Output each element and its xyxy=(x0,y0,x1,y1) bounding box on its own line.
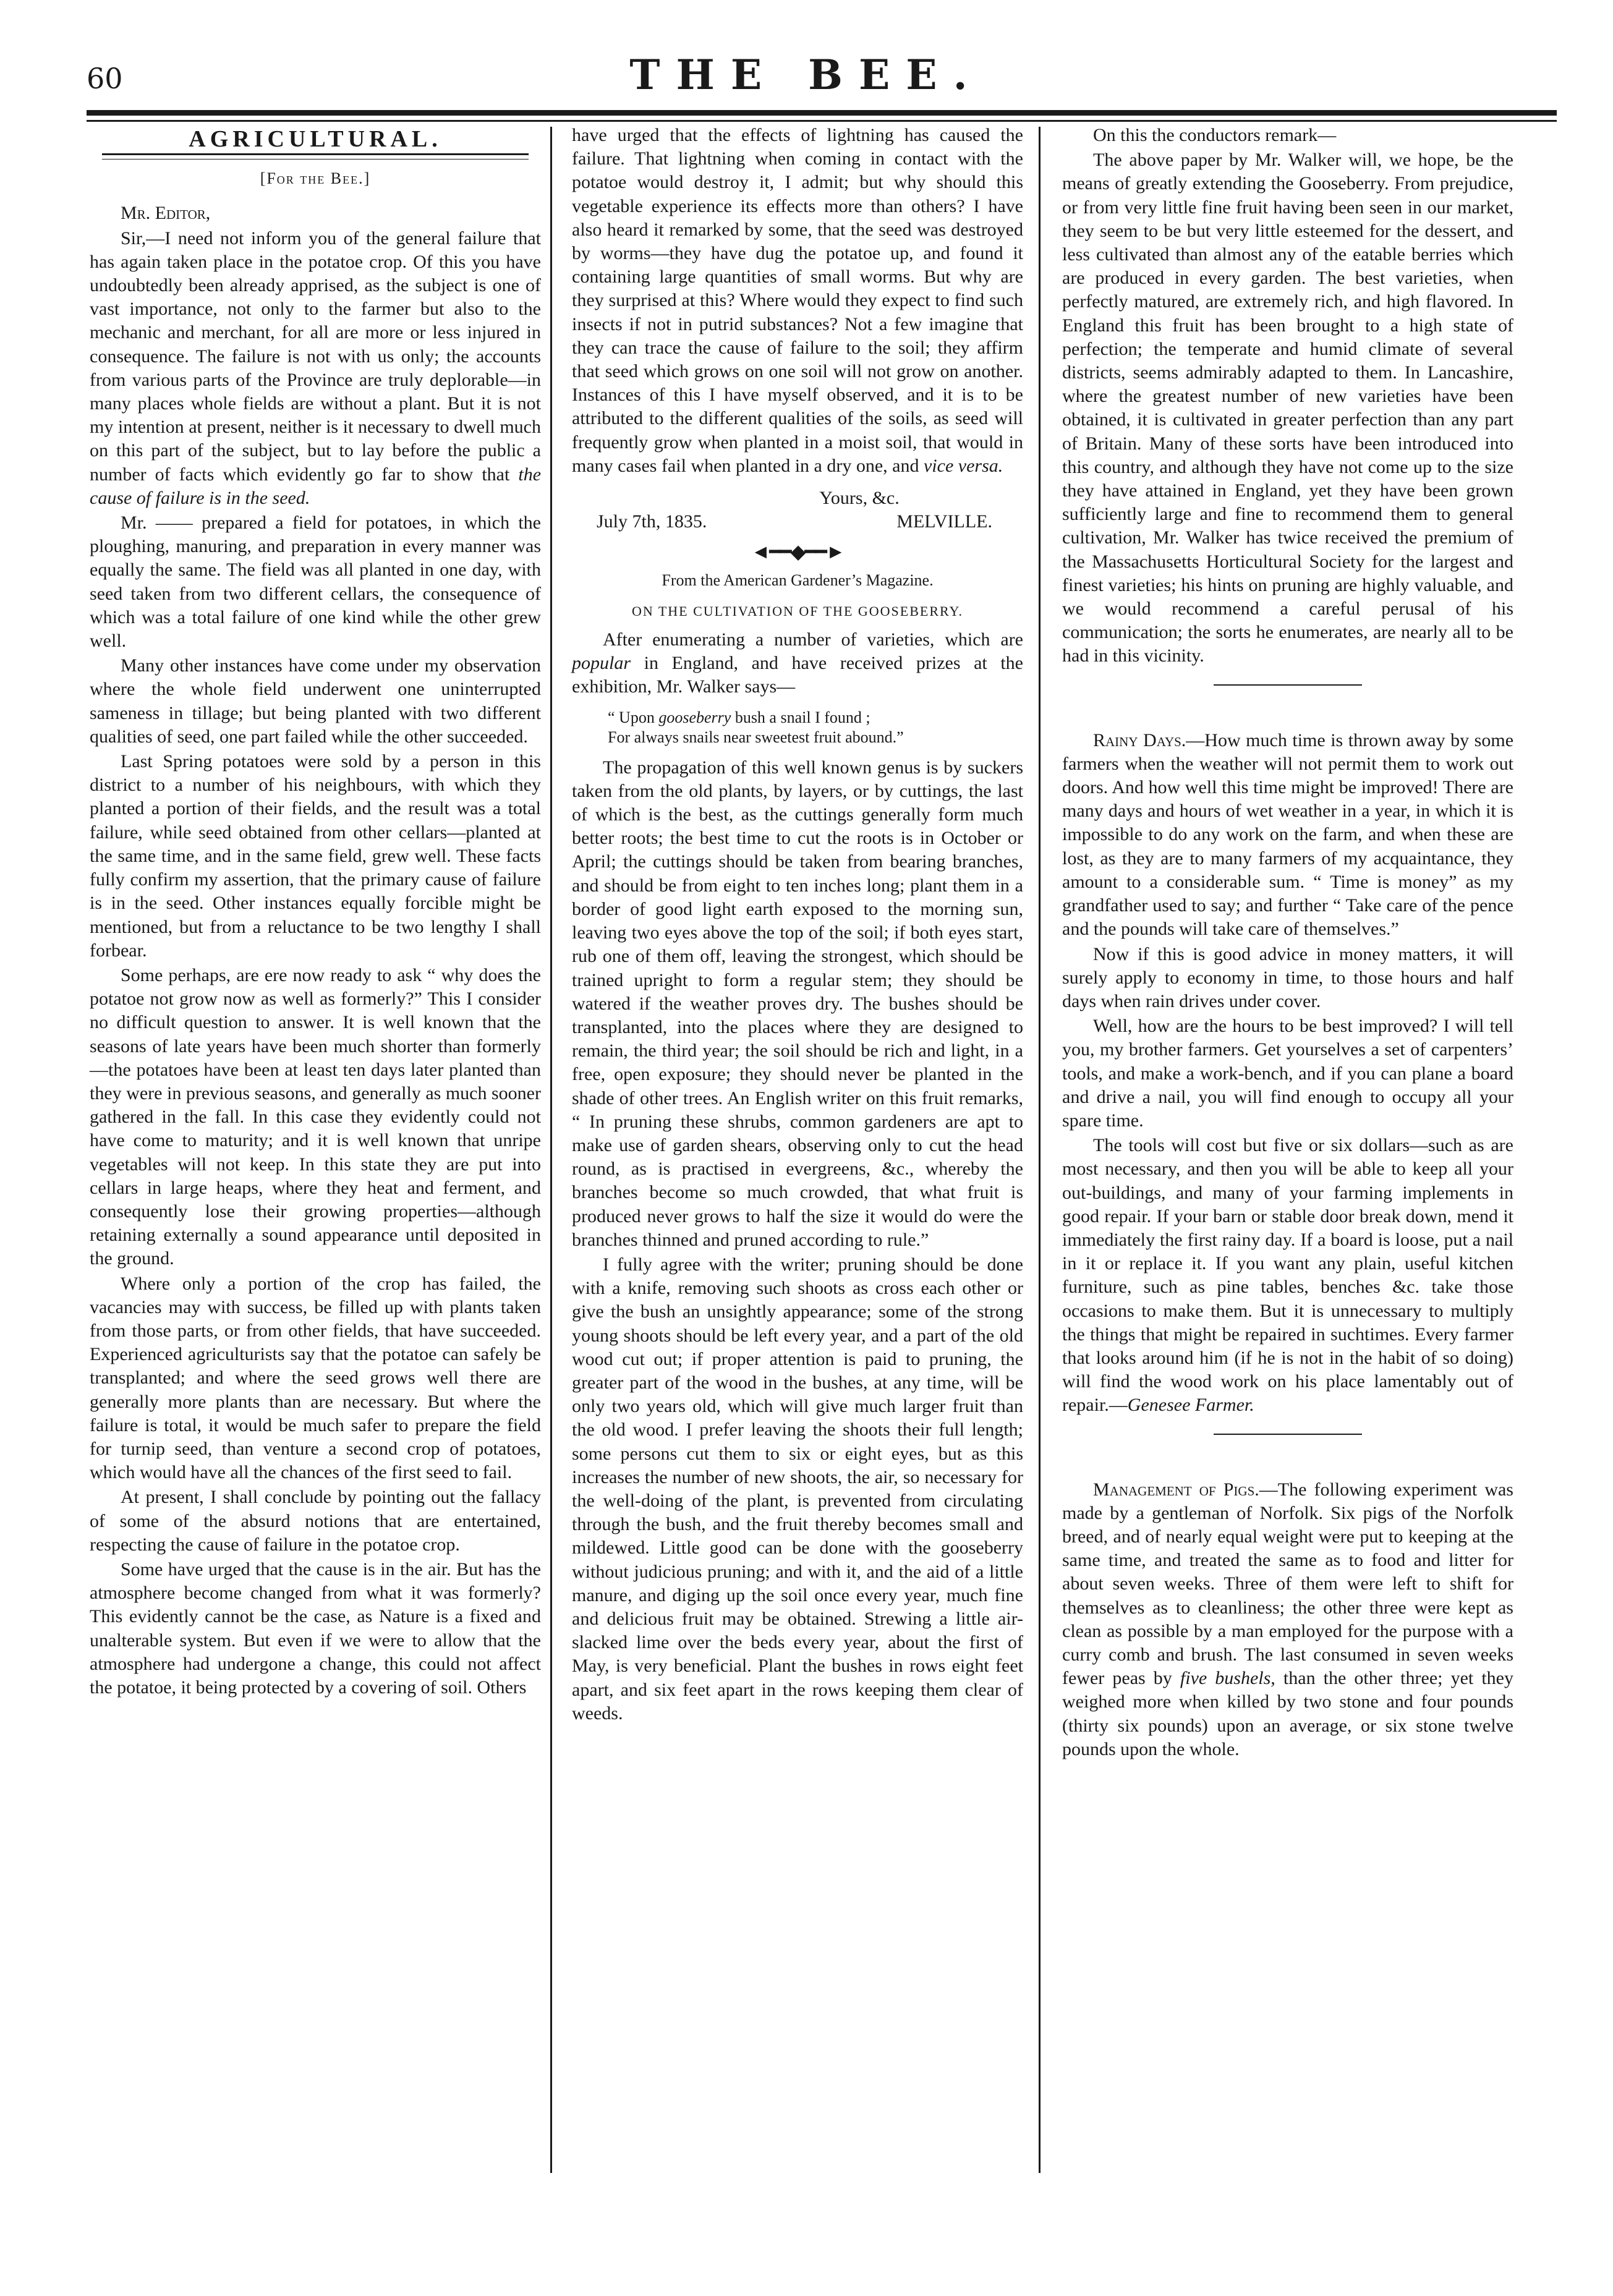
paragraph: Some perhaps, are ere now ready to ask “ why does the potatoe not grow now as well as formerly?” This I consider no difficult question to answer. It is well known that the seasons of late years have been much shorter than formerly—the potatoes have been at least ten days later planted than they were in previous seasons, and generally as much sooner gathered in the fall. In this case they evidently could not have come to maturity; and it is well known that unripe vegetables will not keep. In this state they are put into cellars in large heaps, where they heat and ferment, and consequently lose their growing properties—although retaining externally a sound appearance until deposited in the ground. xyxy=(90,964,541,1269)
signature-date: July 7th, 1835. xyxy=(597,511,707,532)
paragraph xyxy=(90,227,541,510)
heading-rule xyxy=(102,153,529,155)
paragraph: Last Spring potatoes were sold by a person in this district to a number of his neighbours, with which they planted a portion of their fields, and the result was a total failure, while seed obtained from other cellars—planted at the same time, and in the same field, grew well. These facts fully confirm my assertion, that the primary cause of failure is in the seed. Other instances equally forcible might be mentioned, but from a reluctance to be two lengthy I shall forbear. xyxy=(90,751,541,961)
verse-quote xyxy=(572,708,1023,747)
article-subheading: ON THE CULTIVATION OF THE GOOSEBERRY. xyxy=(631,603,964,619)
signature-line xyxy=(572,510,1023,534)
section-heading-agricultural: AGRICULTURAL. xyxy=(189,126,442,152)
verse-text: bush a snail I found ; xyxy=(734,708,870,726)
paragraph-text: —How much time is thrown away by some farmers when the weather will not permit them to work out doors. And how well this time might be improved! There are many days and hours of wet weather in a year, in which it is impossible to do any work on the farm, and when these are lost, as they are to many farmers of my acquaintance, they amount to a considerable sum. “ Time is money” as my grandfather used to say; and further “ Take care of the pence and the pounds will take care of themselves.” xyxy=(1062,729,1514,940)
column-divider-1 xyxy=(550,127,552,2173)
paragraph xyxy=(572,124,1023,478)
paragraph xyxy=(572,628,1023,699)
italic-text: popular xyxy=(572,653,631,674)
paragraph-text: Sir,—I need not inform you of the general failure that has again taken place in the potatoe crop. Of this you have undoubtedly been already apprised, as the subject is one of vast importance, not only to the farmer but also to the mechanic and merchant, for all are more or less injured in consequence. The failure is not with us only; the accounts from various parts of the Province are truly deplorable—in many places whole fields are without a plant. But it is not my intention at present, neither is it necessary to dwell much on this part of the subject, but to lay before the public a number of facts which evidently go far to show that xyxy=(90,227,541,485)
paragraph-text: in England, and have received prizes at the exhibition, Mr. Walker says— xyxy=(572,653,1023,697)
italic-text: Genesee Farmer. xyxy=(1127,1395,1254,1416)
section-divider xyxy=(1214,1434,1362,1435)
verse-line: For always snails near sweetest fruit abound.” xyxy=(608,728,904,746)
masthead-rule-thick xyxy=(87,110,1557,116)
paragraph: The above paper by Mr. Walker will, we hope, be the means of greatly extending the Gooseberry. From prejudice, or from very little fine fruit having been seen in our market, they seem to be but very little esteemed for the dessert, and less cultivated than almost any of the eatable berries which are produced in every garden. The best varieties, when perfectly matured, are extremely rich, and high flavored. In England this fruit has been brought to a high state of perfection; the temperate and humid climate of several districts, seems admirably adapted to them. In Lancashire, where the greatest number of new varieties have been obtained, it is cultivated in greater perfection than any part of Britain. Many of these sorts have been introduced into this country, and although they have not come up to the size they have attained in England, yet they have been grown sufficiently large and fine to recommend them to general cultivation, Mr. Walker has twice received the premium of the Massachusetts Horticultural Society for the largest and finest varieties; his hints on pruning are highly valuable, and we would recommend a careful perusal of his communication; the sorts he enumerates, are nearly all to be had in this vicinity. xyxy=(1062,150,1513,666)
salutation: Mr. Editor, xyxy=(121,203,211,224)
lead-line: On this the conductors remark— xyxy=(1093,125,1337,145)
paragraph: At present, I shall conclude by pointing out the fallacy of some of the absurd notions that are entertained, respecting the cause of failure in the potatoe crop. xyxy=(90,1487,541,1555)
signature-name: MELVILLE. xyxy=(896,511,992,532)
paragraph: Well, how are the hours to be best improved? I will tell you, my brother farmers. Get yourselves a set of carpenters’ tools, and make a work-bench, and if you can plane a board and drive a nail, you will find enough to occupy all your spare time. xyxy=(1062,1016,1513,1131)
italic-text: gooseberry xyxy=(658,708,731,726)
column-1 xyxy=(90,124,541,1701)
paragraph-text: After enumerating a number of varieties, which are xyxy=(603,629,1023,650)
paragraph-text: than the other three; yet they weighed more when killed by two stone and four pounds (thirty six pounds) upon an average, or six stone twelve pounds upon the whole. xyxy=(1062,1668,1513,1759)
paragraph: Many other instances have come under my observation where the whole field underwent one uninterrupted sameness in tillage; but being planted with two different qualities of seed, one part failed while the other succeeded. xyxy=(90,655,541,747)
masthead-rule-thin xyxy=(87,120,1557,122)
paragraph-text: —The following experiment was made by a gentleman of Norfolk. Six pigs of the Norfolk breed, and of nearly equal weight were put to keeping at the same time, and treated the same as to food and litter for about seven weeks. Three of them were left to shift for themselves as to cleanliness; the other three were kept as clean as possible by a man employed for the purpose with a curry comb and brush. The last consumed in seven weeks fewer peas by xyxy=(1062,1479,1513,1689)
paragraph: Mr. —— prepared a field for potatoes, in which the ploughing, manuring, and preparation in every manner was equally the same. The field was all planted in one day, with seed taken from two different cellars, the consequence of which was a total failure of one kind while the other grew well. xyxy=(90,512,541,652)
verse-line xyxy=(572,708,1023,728)
section-title-rainy-days: Rainy Days. xyxy=(1093,729,1186,750)
paragraph-text: have urged that the effects of lightning has caused the failure. That lightning when coming in contact with the potatoe would destroy it, I admit; but why should this vegetable experience its effects more than others? I have also heard it remarked by some, that the seed was destroyed by worms—they have dug the potatoe up, and found it containing large quantities of small worms. But why are they surprised at this? Where would they expect to find such insects if not in putrid substances? Not a few imagine that they can trace the cause of failure to the soil; they affirm that seed which grows on one soil will not grow on another. Instances of this I have myself observed, and it is to be attributed to the different qualities of the soils, as seed will frequently grow when planted in a moist soil, that would in many cases fail when planted in a dry one, and xyxy=(572,125,1023,476)
section-divider xyxy=(1214,684,1362,686)
article-source: From the American Gardener’s Magazine. xyxy=(662,571,934,589)
ornament-divider-icon: ◄━━◆━━► xyxy=(751,540,845,563)
column-divider-2 xyxy=(1039,127,1041,2173)
verse-text: “ Upon xyxy=(608,708,655,726)
byline: [For the Bee.] xyxy=(260,169,371,188)
paragraph-text: The tools will cost but five or six dollars—such as are most necessary, and then you will be able to keep all your out-buildings, and many of your farming implements in good repair. If your barn or stable door break down, mend it immediately the first rainy day. If a board is loose, put a nail in it or replace it. If you want any plain, useful kitchen furniture, such as pine tables, benches &c. take those occasions to make them. But it is unnecessary to multiply the things that might be repaired in suchtimes. Every farmer that looks around him (if he is not in the habit of so doing) will find the wood work on his place lamentably out of repair.— xyxy=(1062,1135,1513,1416)
paragraph: Where only a portion of the crop has failed, the vacancies may with success, be filled up with plants taken from those parts, or from other fields, that have succeeded. Experienced agriculturists say that the potatoe can safely be transplanted; and where the seed grows well there are generally more plants than are necessary. But where the failure is total, it would be much safer to prepare the field for turnip seed, than venture a second crop of potatoes, which would have all the chances of the first seed to fail. xyxy=(90,1273,541,1483)
paragraph: The propagation of this well known genus is by suckers taken from the old plants, by layers, or by cuttings, the last of which is the best, as the cuttings generally form much better roots; the best time to cut the roots is in October or April; the cuttings should be taken from bearing branches, and should be from eight to ten inches long; plant them in a border of good light earth exposed to the morning sun, leaving two eyes above the top of the soil; if both eyes start, rub one of them off, leaving the strongest, which should be trained upright to form a regular stem; they should be watered if the weather proves dry. The bushes should be transplanted, into the places where they are designed to remain, the third year; the soil should be rich and light, in a free, open exposure; they should never be planted in the shade of other trees. An English writer on this fruit remarks, “ In pruning these shrubs, common gardeners are apt to make use of garden shears, observing only to cut the head round, as is practised in evergreens, &c., whereby the branches become so much crowded, that what fruit is produced never grows to half the size it would do were the branches thinned and pruned according to rule.” xyxy=(572,757,1023,1250)
paragraph xyxy=(1062,1134,1513,1417)
column-2 xyxy=(572,124,1023,1727)
italic-text: vice versa. xyxy=(923,455,1003,476)
paragraph xyxy=(1062,729,1513,942)
paragraph: Some have urged that the cause is in the air. But has the atmosphere become changed from what it was formerly? This evidently cannot be the case, as Nature is a fixed and unalterable system. But even if we were to allow that the atmosphere had undergone a change, this could not affect the potatoe, it being protected by a covering of soil. Others xyxy=(90,1558,541,1698)
paragraph: I fully agree with the writer; pruning should be done with a knife, removing such shoots as cross each other or give the bush an unsightly appearance; some of the strong young shoots should be left every year, and a part of the old wood cut out; if proper attention is paid to pruning, the greater part of the wood in the bushes, at any time, will be only two years old, which will give much larger fruit than the old wood. I prefer leaving the shoots their full length; some persons cut them to six or eight eyes, but as this increases the number of new shoots, the air, so necessary for the well-doing of the plant, is prevented from circulating through the bush, and the fruit thereby becomes small and mildewed. Little good can be done with the gooseberry without judicious pruning; and with it, and the aid of a little manure, and diging up the soil once every year, much fine and delicious fruit may be obtained. Strewing a little air-slacked lime over the beds every year, about the first of May, is very beneficial. Plant the bushes in rows eight feet apart, and six feet apart in the rows keeping them clear of weeds. xyxy=(572,1254,1023,1724)
column-3 xyxy=(1062,124,1513,1762)
masthead-title: THE BEE. xyxy=(629,51,984,99)
signature-yours: Yours, &c. xyxy=(819,488,900,509)
paragraph: Now if this is good advice in money matters, it will surely apply to economy in time, to those hours and half days when rain drives under cover. xyxy=(1062,943,1513,1011)
section-title-pigs: Management of Pigs. xyxy=(1093,1479,1259,1500)
italic-text: five bushels, xyxy=(1180,1668,1275,1689)
italic-text: the cause of failure is in the seed. xyxy=(90,464,542,508)
page-number: 60 xyxy=(87,62,123,95)
paragraph xyxy=(1062,1478,1513,1761)
